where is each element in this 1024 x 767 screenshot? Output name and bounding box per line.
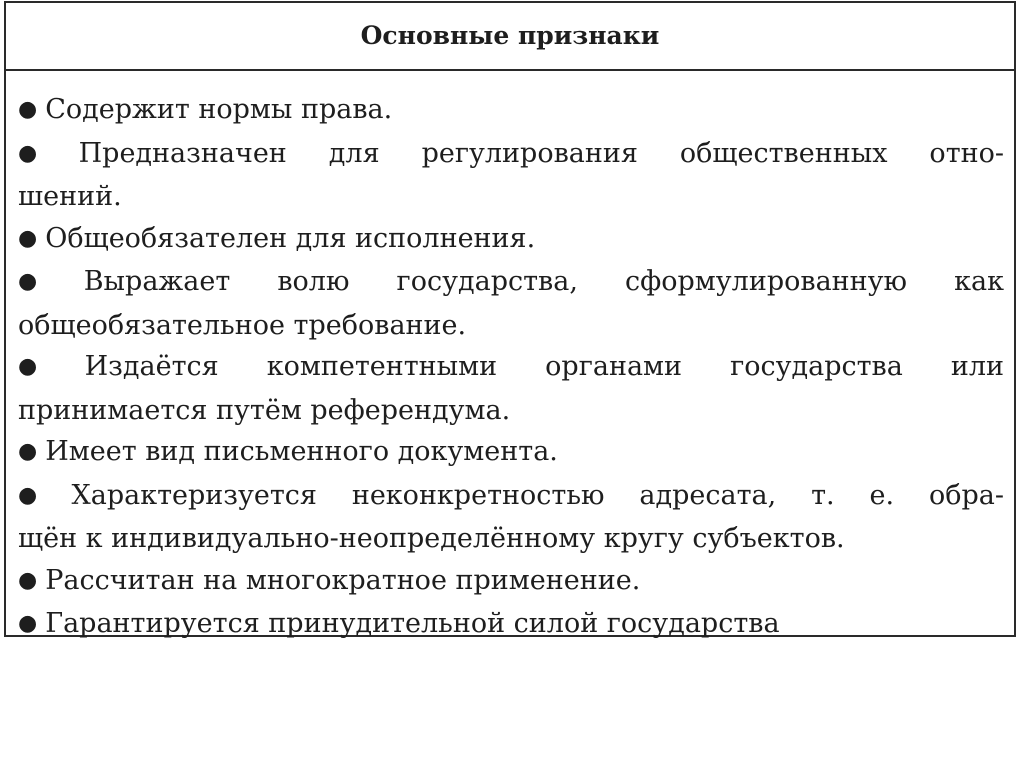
- bullet-icon: ●: [18, 482, 64, 508]
- bullet-icon: ●: [18, 225, 38, 251]
- bullet-icon: ●: [18, 97, 38, 122]
- bullet-icon: ●: [18, 354, 77, 379]
- list-item: [18, 603, 1004, 647]
- table-body: [6, 71, 1014, 647]
- list-item: [18, 475, 1004, 560]
- list-item-text: Рассчитан на многократное применение.: [45, 564, 641, 596]
- list-item: [18, 133, 1004, 218]
- bullet-icon: ●: [18, 567, 38, 593]
- bullet-icon: ●: [18, 611, 38, 636]
- list-item-text: Издаётся компетентными органами государства или: [84, 351, 1004, 382]
- list-item-text-continued: общеобязательное требование.: [18, 309, 467, 341]
- list-item: [18, 346, 1004, 431]
- list-item-text: Имеет вид письменного документа.: [45, 436, 558, 467]
- list-item: [18, 431, 1004, 475]
- bullet-icon: ●: [18, 269, 76, 294]
- list-item-text: Содержит нормы права.: [45, 94, 393, 125]
- list-item-text: Характеризуется неконкретностью адресата, т. е. обра-: [71, 479, 1004, 511]
- bullet-icon: ●: [18, 439, 38, 464]
- list-item-text-continued: щён к индивидуально-неопределённому кругу субъектов.: [18, 523, 845, 554]
- list-item: [18, 261, 1004, 346]
- list-item-text-continued: принимается путём референдума.: [18, 394, 511, 426]
- bullet-icon: ●: [18, 140, 71, 166]
- list-item: [18, 89, 1004, 133]
- list-item-text: Предназначен для регулирования общественных отно-: [78, 137, 1005, 169]
- list-item-text: Гарантируется принудительной силой государства: [45, 608, 780, 639]
- table-header: [6, 3, 1014, 71]
- list-item: [18, 218, 1004, 262]
- list-item: [18, 560, 1004, 604]
- list-item-text: Выражает волю государства, сформулированную как: [83, 266, 1004, 297]
- list-item-text-continued: шений.: [18, 181, 122, 212]
- list-item-text: Общеобязателен для исполнения.: [45, 222, 536, 254]
- features-table: [4, 1, 1016, 637]
- table-title: Основные признаки: [360, 20, 660, 50]
